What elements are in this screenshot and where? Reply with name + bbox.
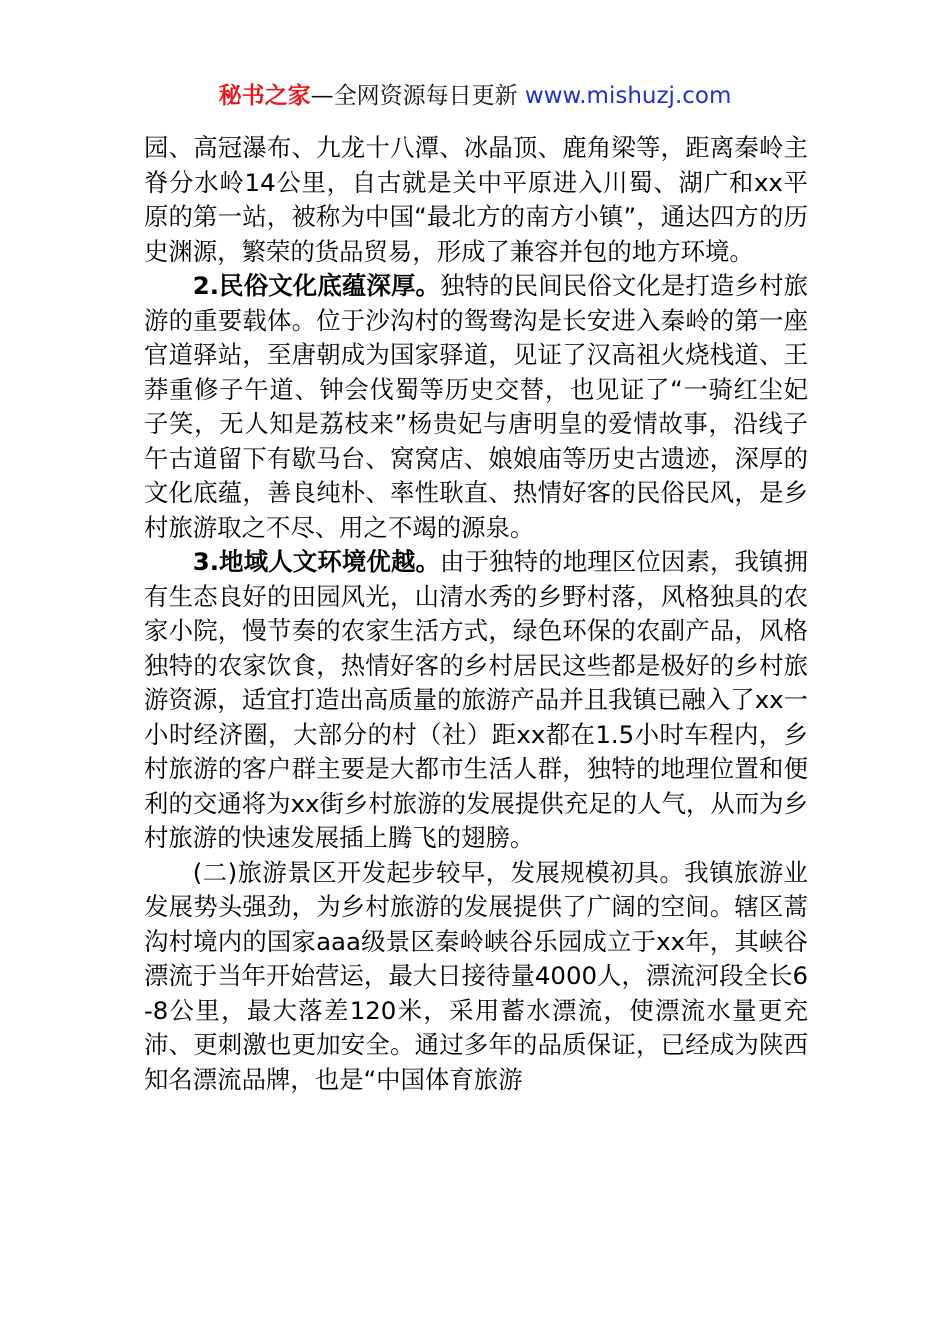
paragraph-folk-culture	[144, 269, 808, 545]
paragraph-heading: 2.民俗文化底蕴深厚。	[192, 271, 441, 300]
website-link[interactable]: www.mishuzj.com	[524, 83, 732, 109]
paragraph-continuation	[144, 131, 808, 269]
paragraph-text: (二)旅游景区开发起步较早，发展规模初具。我镇旅游业发展势头强劲，为乡村旅游的发展提供了广阔的空间。辖区蒿沟村境内的国家aaa级景区秦岭峡谷乐园成立于xx年，其峡谷漂流于当年开始营运，最大日接待量4000人，漂流河段全长6-8公里，最大落差120米，采用蓄水漂流，使漂流水量更充沛、更刺激也更加安全。通过多年的品质保证，已经成为陕西知名漂流品牌，也是“中国体育旅游	[144, 857, 808, 1094]
document-body	[144, 131, 808, 1097]
paragraph-scenic-development	[144, 856, 808, 1098]
header-tagline: —全网资源每日更新	[310, 83, 518, 109]
page-header	[0, 80, 950, 112]
brand-name: 秘书之家	[218, 83, 311, 109]
paragraph-text: 由于独特的地理区位因素，我镇拥有生态良好的田园风光，山清水秀的乡野村落，风格独具的农家小院，慢节奏的农家生活方式，绿色环保的农副产品，风格独特的农家饮食，热情好客的乡村居民这些都是极好的乡村旅游资源，适宜打造出高质量的旅游产品并且我镇已融入了xx一小时经济圈，大部分的村（社）距xx都在1.5小时车程内，乡村旅游的客户群主要是大都市生活人群，独特的地理位置和便利的交通将为xx街乡村旅游的发展提供充足的人气，从而为乡村旅游的快速发展插上腾飞的翅膀。	[144, 547, 808, 852]
paragraph-heading: 3.地域人文环境优越。	[192, 547, 441, 576]
paragraph-text: 园、高冠瀑布、九龙十八潭、冰晶顶、鹿角梁等，距离秦岭主脊分水岭14公里，自古就是关中平原进入川蜀、湖广和xx平原的第一站，被称为中国“最北方的南方小镇”，通达四方的历史渊源，繁荣的货品贸易，形成了兼容并包的地方环境。	[144, 133, 808, 266]
paragraph-humanistic-environment	[144, 545, 808, 856]
paragraph-text: 独特的民间民俗文化是打造乡村旅游的重要载体。位于沙沟村的鸳鸯沟是长安进入秦岭的第一座官道驿站，至唐朝成为国家驿道，见证了汉高祖火烧栈道、王莽重修子午道、钟会伐蜀等历史交替，也见证了“一骑红尘妃子笑，无人知是荔枝来”杨贵妃与唐明皇的爱情故事，沿线子午古道留下有歇马台、窝窝店、娘娘庙等历史古遗迹，深厚的文化底蕴，善良纯朴、率性耿直、热情好客的民俗民风，是乡村旅游取之不尽、用之不竭的源泉。	[144, 271, 808, 542]
